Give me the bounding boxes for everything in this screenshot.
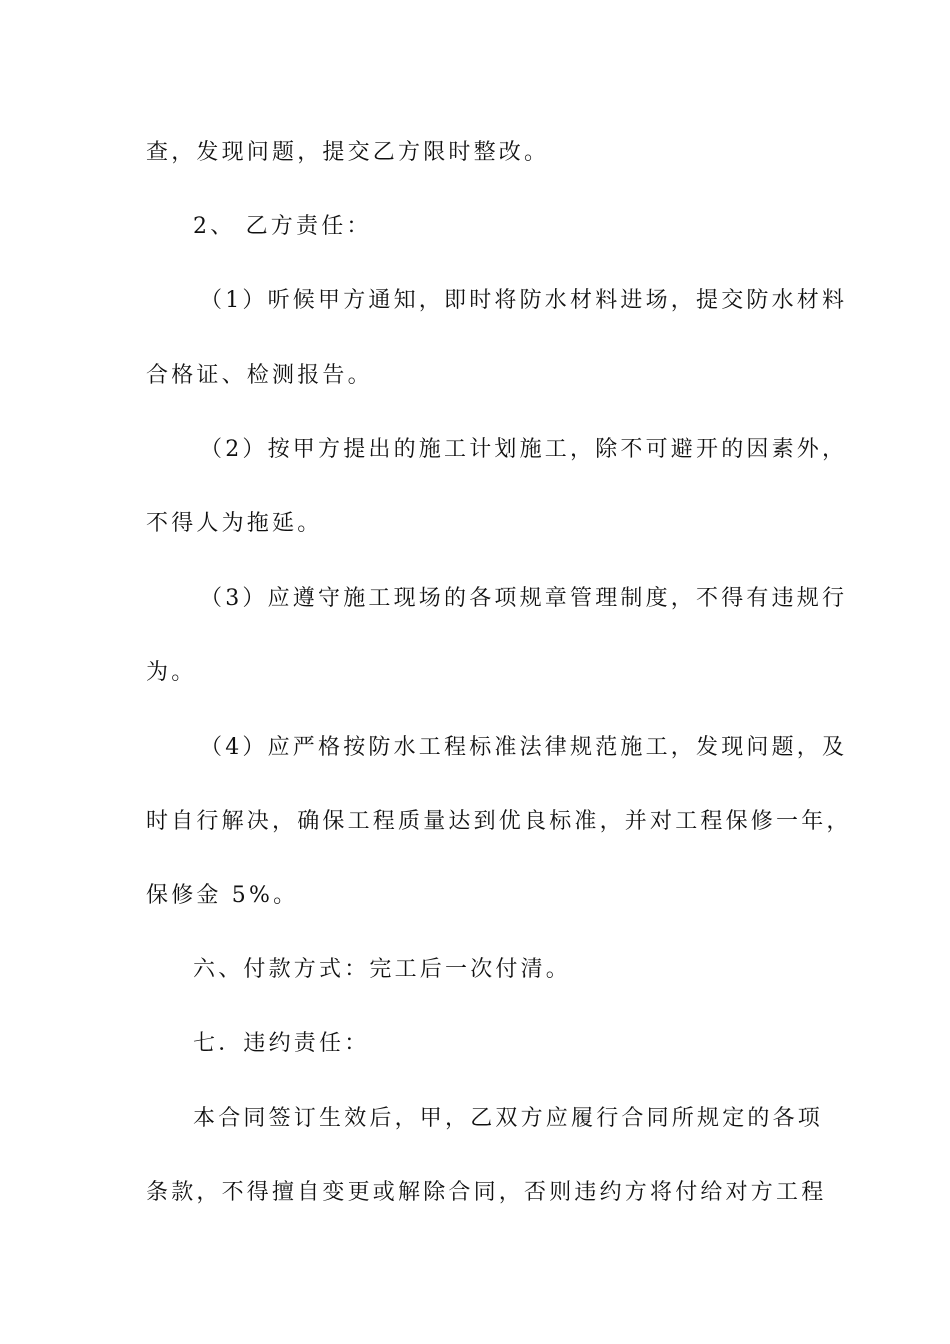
paragraph-line: （1）听候甲方通知，即时将防水材料进场，提交防水材料 [200,288,848,313]
paragraph-line: 为。 [146,660,197,685]
paragraph-line: 不得人为拖延。 [146,511,323,536]
paragraph-line: （4）应严格按防水工程标准法律规范施工，发现问题，及 [200,735,848,760]
paragraph-line: 保修金 5%。 [146,883,299,908]
section-heading: 2、 乙方责任： [193,214,372,239]
paragraph-line: 本合同签订生效后，甲，乙双方应履行合同所规定的各项 [193,1106,824,1131]
section-heading: 七．违约责任： [193,1031,370,1056]
paragraph-line: 条款，不得擅自变更或解除合同，否则违约方将付给对方工程 [146,1180,827,1205]
section-heading: 六、付款方式：完工后一次付清。 [193,957,572,982]
paragraph-line: 时自行解决，确保工程质量达到优良标准，并对工程保修一年， [146,809,852,834]
paragraph-line: 合格证、检测报告。 [146,363,373,388]
paragraph-line: （3）应遵守施工现场的各项规章管理制度，不得有违规行 [200,586,848,611]
paragraph-line: （2）按甲方提出的施工计划施工，除不可避开的因素外， [200,437,848,462]
paragraph-line: 查，发现问题，提交乙方限时整改。 [146,140,550,165]
